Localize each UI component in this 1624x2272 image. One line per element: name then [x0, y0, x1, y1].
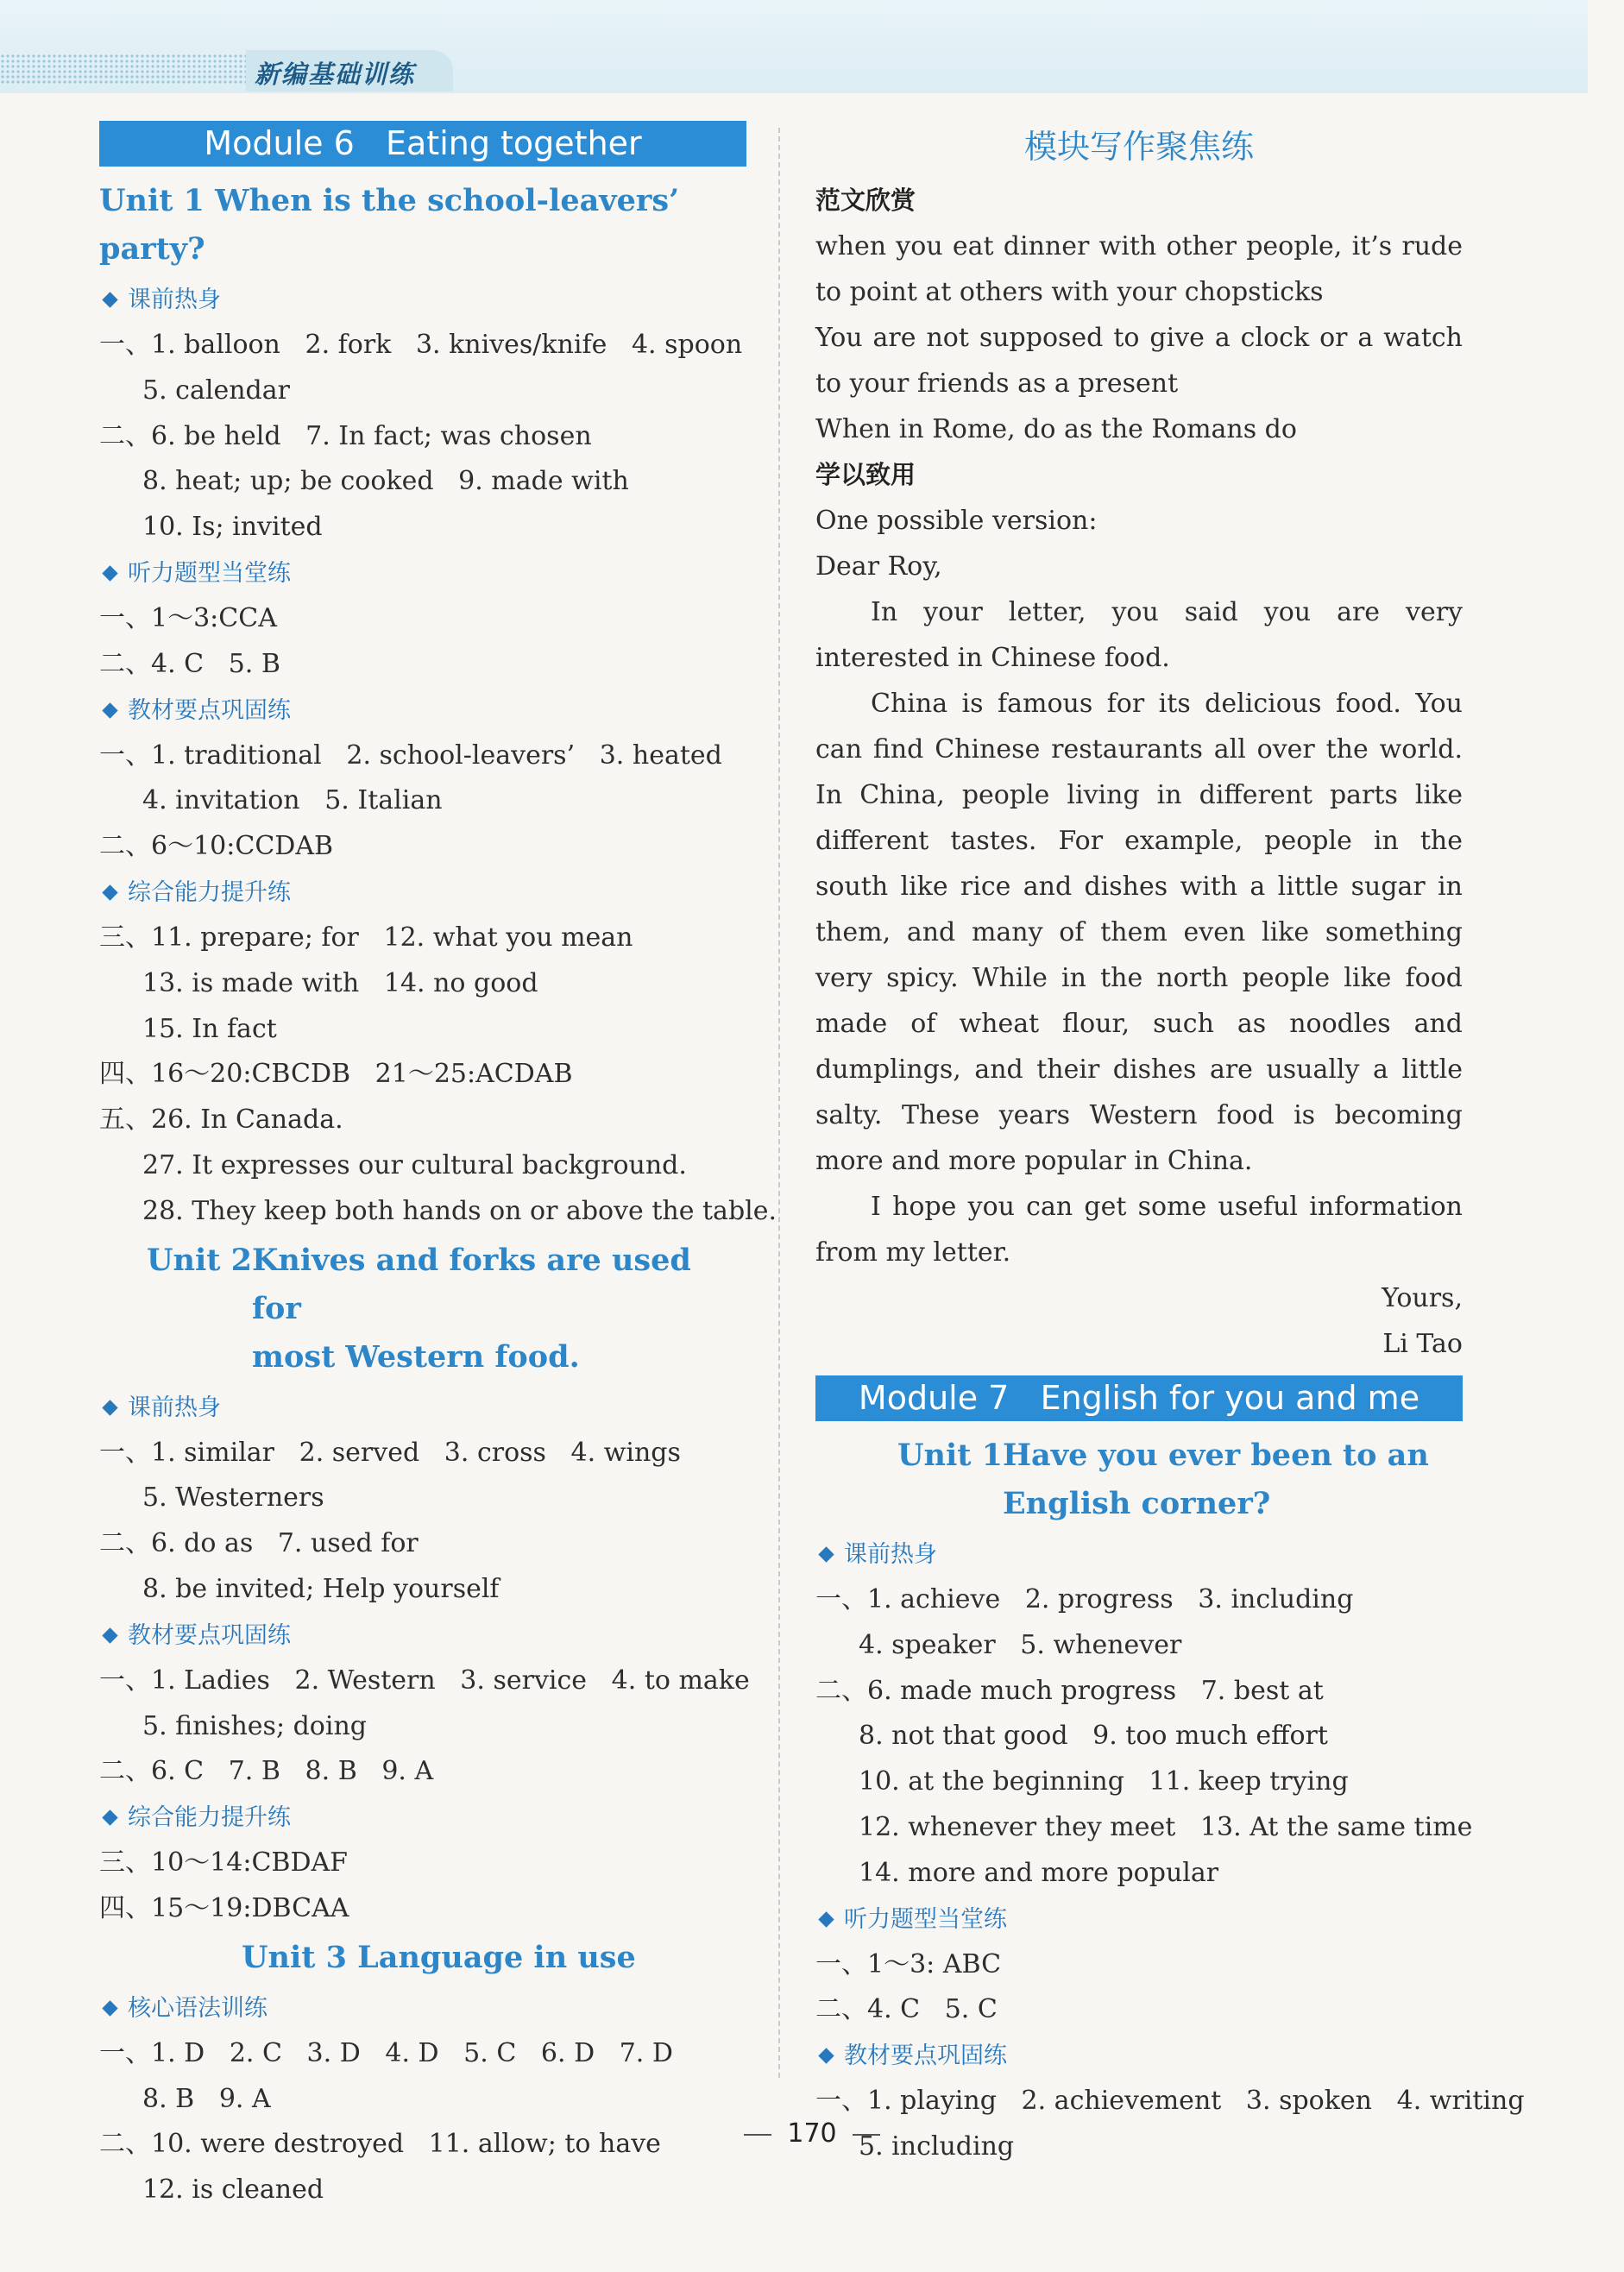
answer-line: 二、10. were destroyed 11. allow; to have	[99, 2129, 661, 2160]
diamond-icon	[818, 1911, 834, 1927]
answer-line: 三、11. prepare; for 12. what you mean	[99, 922, 633, 953]
answer-line: 二、6. made much progress 7. best at	[815, 1675, 1324, 1706]
section-warmup: 课前热身	[815, 1532, 1463, 1577]
answer-line: 10. at the beginning 11. keep trying	[859, 1766, 1349, 1797]
diamond-icon	[102, 1627, 117, 1643]
answer-line: 8. B 9. A	[142, 2083, 271, 2114]
answer-line: 8. heat; up; be cooked 9. made with	[142, 466, 629, 497]
answer-line: 二、6. C 7. B 8. B 9. A	[99, 1756, 434, 1787]
diamond-icon	[102, 2000, 117, 2016]
unit-label: Unit 2	[147, 1242, 252, 1278]
unit-heading-line2: English corner?	[1002, 1486, 1271, 1521]
letter-intro: One possible version:	[815, 506, 1098, 536]
answer-line: 一、1. playing 2. achievement 3. spoken 4. writing	[815, 2086, 1525, 2117]
section-listening: 听力题型当堂练	[99, 551, 746, 596]
answer-line: 二、6～10:CCDAB	[99, 831, 334, 862]
unit-3-title	[99, 1934, 746, 1982]
letter-paragraph: In your letter, you said you are very interested in Chinese food.	[815, 597, 1463, 673]
answer-line: 5. including	[859, 2130, 1015, 2162]
section-textbook: 教材要点巩固练	[99, 688, 746, 733]
page-number-dash	[744, 2134, 771, 2136]
diamond-icon	[818, 1546, 834, 1562]
unit-heading: Language in use	[357, 1939, 636, 1975]
diamond-icon	[102, 884, 117, 900]
letter-closing: Yours,	[1382, 1283, 1463, 1313]
letter-paragraph: China is famous for its delicious food. You can find Chinese restaurants all over the world. In China, people living in different parts like different tastes. For example, people in the south like rice and dishes with a little sugar in them, and many of them even like something very spicy. While in the north people like food made of wheat flour, such as noodles and dumplings, and their dishes are usually a little salty. These years Western food is becoming more and more popular in China.	[815, 689, 1463, 1176]
diamond-icon	[102, 1809, 117, 1825]
letter-paragraph: I hope you can get some useful information from my letter.	[815, 1192, 1463, 1268]
writing-section-title: 模块写作聚焦练	[1023, 128, 1254, 166]
answer-line: 27. It expresses our cultural background.	[142, 1149, 687, 1180]
answer-line: 五、26. In Canada.	[99, 1105, 343, 1136]
answer-line: 一、1. similar 2. served 3. cross 4. wings	[99, 1437, 681, 1468]
diamond-icon	[102, 292, 117, 307]
module-7-title: Module 7 English for you and me	[815, 1375, 1463, 1421]
header-dot-pattern	[0, 53, 246, 85]
section-ability: 综合能力提升练	[99, 1795, 746, 1841]
apply-heading: 学以致用	[815, 460, 916, 489]
answer-line: 二、6. be held 7. In fact; was chosen	[99, 420, 592, 451]
answer-line: 一、1. traditional 2. school-leavers’ 3. heated	[99, 740, 722, 771]
unit-label: Unit 1	[897, 1438, 1003, 1473]
section-grammar: 核心语法训练	[99, 1986, 746, 2031]
answer-line: 一、1. achieve 2. progress 3. including	[815, 1584, 1354, 1614]
answer-line: 28. They keep both hands on or above the table.	[142, 1195, 777, 1226]
answer-line: 一、1～3: ABC	[815, 1948, 1002, 1979]
answer-line: 4. speaker 5. whenever	[859, 1629, 1182, 1660]
answer-line: 12. is cleaned	[142, 2174, 324, 2206]
answer-line: 4. invitation 5. Italian	[142, 785, 443, 816]
section-warmup: 课前热身	[99, 277, 746, 323]
section-listening: 听力题型当堂练	[815, 1897, 1463, 1942]
series-title: 新编基础训练	[255, 60, 416, 89]
answer-line: 四、15～19:DBCAA	[99, 1892, 349, 1923]
right-column	[815, 121, 1525, 2170]
diamond-icon	[102, 565, 117, 581]
answer-line: 四、16～20:CBCDB 21～25:ACDAB	[99, 1059, 573, 1090]
unit-2-title	[99, 1237, 746, 1381]
page-number-dash	[853, 2134, 880, 2136]
diamond-icon	[818, 2048, 834, 2063]
answer-line: 8. not that good 9. too much effort	[859, 1721, 1328, 1752]
module-6-title: Module 6 Eating together	[99, 121, 746, 167]
unit-label: Unit 1	[99, 183, 205, 218]
unit-1-title	[99, 177, 746, 274]
answer-line: 二、4. C 5. C	[815, 1994, 998, 2025]
answer-line: 8. be invited; Help yourself	[142, 1573, 500, 1604]
page-number: 170	[0, 2118, 1624, 2149]
module-7-unit-1-title	[815, 1432, 1463, 1528]
answer-line: 一、1. D 2. C 3. D 4. D 5. C 6. D 7. D	[99, 2037, 673, 2068]
answer-line: 10. Is; invited	[142, 512, 323, 543]
column-divider	[778, 128, 780, 2078]
model-essay-heading: 范文欣赏	[815, 186, 916, 215]
unit-label: Unit 3	[242, 1939, 347, 1975]
unit-heading: When is the school-leavers’ party?	[99, 183, 680, 267]
answer-line: 一、1. Ladies 2. Western 3. service 4. to make	[99, 1665, 750, 1696]
section-textbook: 教材要点巩固练	[815, 2033, 1463, 2079]
answer-line: 三、10～14:CBDAF	[99, 1847, 348, 1879]
diamond-icon	[102, 702, 117, 718]
unit-heading-line1: Have you ever been to an	[1002, 1438, 1429, 1473]
section-textbook: 教材要点巩固练	[99, 1613, 746, 1658]
answer-line: 15. In fact	[142, 1013, 277, 1044]
letter-greeting: Dear Roy,	[815, 551, 942, 582]
section-warmup: 课前热身	[99, 1385, 746, 1431]
unit-heading-line1: Knives and forks are used for	[251, 1242, 691, 1326]
answer-line: 14. more and more popular	[859, 1857, 1219, 1888]
model-sentence: You are not supposed to give a clock or a watch to your friends as a present	[815, 323, 1463, 399]
answer-line: 13. is made with 14. no good	[142, 967, 538, 998]
left-column	[99, 121, 777, 2213]
answer-line: 二、4. C 5. B	[99, 648, 280, 679]
model-sentence: when you eat dinner with other people, it’s rude to point at others with your chopsticks	[815, 231, 1463, 307]
diamond-icon	[102, 1400, 117, 1415]
answer-line: 一、1～3:CCA	[99, 602, 277, 633]
answer-line: 二、6. do as 7. used for	[99, 1528, 419, 1559]
answer-line: 5. calendar	[142, 374, 290, 406]
answer-line: 一、1. balloon 2. fork 3. knives/knife 4. spoon	[99, 330, 743, 360]
answer-line: 12. whenever they meet 13. At the same time	[859, 1811, 1473, 1842]
section-ability: 综合能力提升练	[99, 870, 746, 916]
answer-line: 5. finishes; doing	[142, 1710, 367, 1741]
unit-heading-line2: most Western food.	[251, 1338, 580, 1375]
answer-line: 5. Westerners	[142, 1482, 324, 1514]
letter-signature: Li Tao	[1382, 1329, 1463, 1359]
model-sentence: When in Rome, do as the Romans do	[815, 414, 1297, 444]
